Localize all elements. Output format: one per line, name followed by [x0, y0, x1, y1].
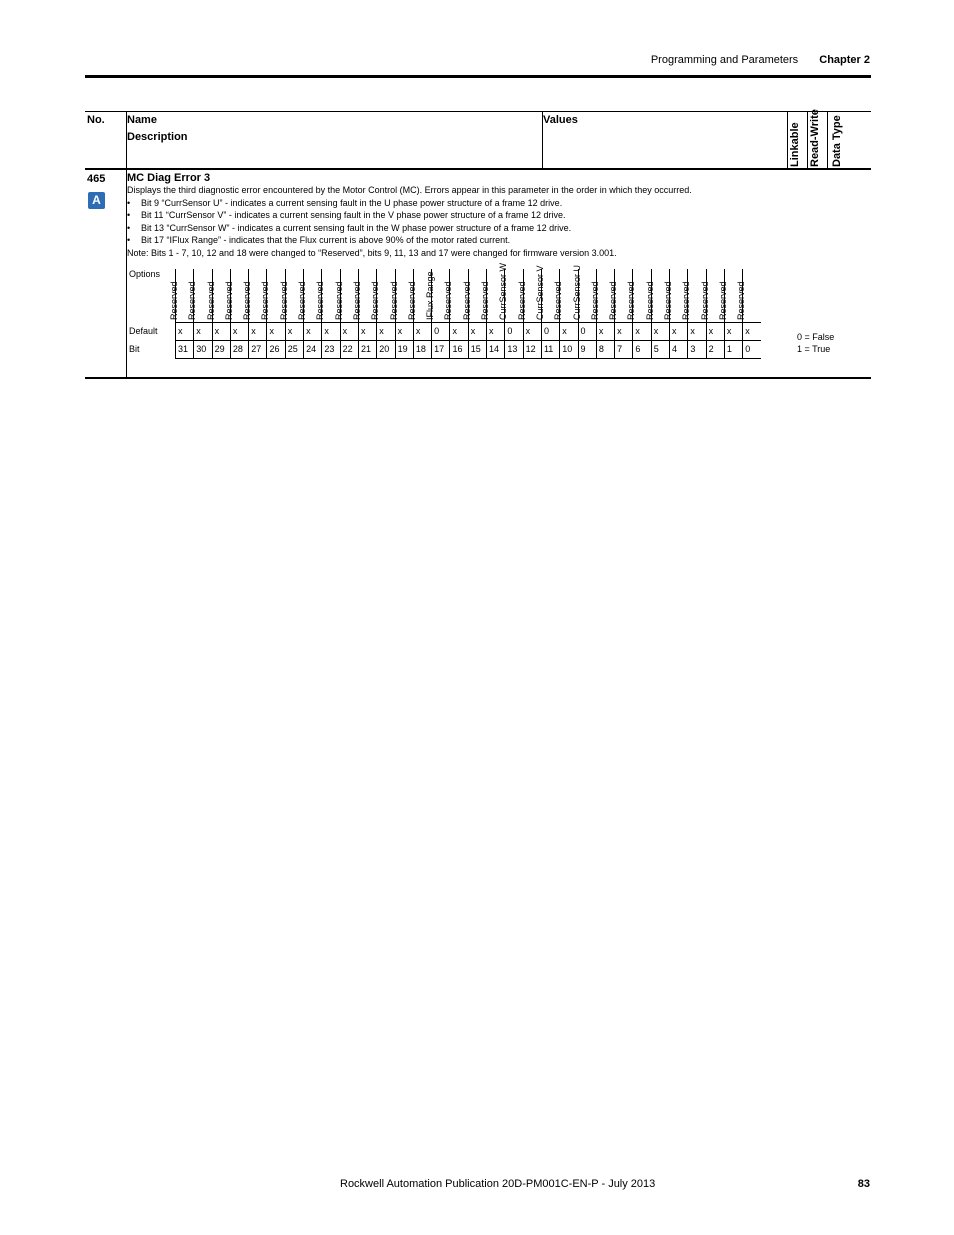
param-description-block: [127, 172, 827, 259]
table-bottom-rule: [85, 377, 871, 379]
bit-default-cell: x: [395, 323, 413, 341]
bit-option-label: Reserved: [169, 281, 179, 320]
bit-number-cell: 6: [633, 341, 651, 359]
bit-option-label: Reserved: [388, 281, 399, 320]
bit-default-cell: 0: [578, 323, 596, 341]
bit-number-cell: 18: [413, 341, 431, 359]
col-desc-header: Description: [127, 131, 188, 143]
access-level-badge: A: [88, 192, 105, 209]
bit-default-cell: x: [596, 323, 614, 341]
bit-number-cell: 21: [358, 341, 376, 359]
legend-true: 1 = True: [797, 344, 831, 354]
options-label: Options: [129, 269, 161, 279]
bit-number-cell: 30: [194, 341, 212, 359]
bit-default-cell: x: [249, 323, 267, 341]
bit-number-cell: 15: [468, 341, 486, 359]
bit-number-cell: 14: [487, 341, 505, 359]
bit-default-cell: x: [230, 323, 248, 341]
bit-option-label: Reserved: [589, 281, 600, 320]
col-divider-datatype: [827, 111, 828, 169]
bit-option-label: Reserved: [516, 281, 527, 320]
param-note: Note: Bits 1 - 7, 10, 12 and 18 were changed to “Reserved”, bits 9, 11, 13 and 17 were changed for firmware version 3.001.: [127, 247, 617, 258]
bit-number-cell: 22: [340, 341, 358, 359]
bit-option-label: Reserved: [205, 281, 216, 320]
bit-default-cell: x: [267, 323, 285, 341]
bit-default-cell: x: [523, 323, 541, 341]
bit-number-cell: 25: [285, 341, 303, 359]
bit-default-cell: x: [688, 323, 706, 341]
bit-option-label: IFlux Range: [425, 271, 436, 320]
legend-false: 0 = False: [797, 332, 835, 342]
bit-number-cell: 1: [724, 341, 742, 359]
table-header-rule: [85, 168, 871, 170]
bit-default-cell: x: [377, 323, 395, 341]
bullet-item: • Bit 13 “CurrSensor W” - indicates a current sensing fault in the W phase power structure of a frame 12 drive.: [127, 222, 827, 235]
section-title: Programming and Parameters: [650, 54, 799, 66]
chapter-label: Chapter 2: [819, 54, 870, 66]
col-readwrite-header: Read-Write: [809, 109, 821, 167]
header-rule: [85, 75, 871, 78]
bit-number-cell: 9: [578, 341, 596, 359]
bit-options-table: [126, 262, 761, 359]
bit-default-cell: x: [724, 323, 742, 341]
bit-option-cell: [736, 269, 761, 323]
bullet-item: • Bit 9 “CurrSensor U” - indicates a current sensing fault in the U phase power structure of a frame 12 drive.: [127, 197, 827, 210]
bit-default-cell: 0: [505, 323, 523, 341]
bit-option-label: Reserved: [480, 281, 491, 320]
bit-number-cell: 29: [212, 341, 230, 359]
bit-option-label: Reserved: [626, 281, 637, 320]
bit-default-cell: x: [304, 323, 322, 341]
bit-option-label: Reserved: [699, 281, 710, 320]
bit-number-cell: 24: [304, 341, 322, 359]
bit-number-cell: 4: [670, 341, 688, 359]
bit-option-label: CurrSensor U: [571, 264, 582, 320]
bit-number-cell: 10: [560, 341, 578, 359]
bit-default-cell: x: [651, 323, 669, 341]
bit-number-cell: 13: [505, 341, 523, 359]
bit-number-cell: 23: [322, 341, 340, 359]
bit-option-label: Reserved: [443, 281, 454, 320]
bit-default-cell: x: [285, 323, 303, 341]
param-name: MC Diag Error 3: [127, 172, 211, 184]
col-linkable-header: Linkable: [789, 122, 801, 167]
col-no-header: No.: [87, 114, 105, 126]
bit-option-label: Reserved: [717, 281, 728, 320]
bit-option-label: Reserved: [736, 281, 747, 320]
bit-option-label: Reserved: [608, 281, 619, 320]
bit-number-cell: 12: [523, 341, 541, 359]
bit-default-cell: x: [358, 323, 376, 341]
bit-number-cell: 2: [706, 341, 724, 359]
param-description: Displays the third diagnostic error encountered by the Motor Control (MC). Errors appear in this parameter in the order in which they occurred.: [127, 185, 692, 195]
publication-footer: Rockwell Automation Publication 20D-PM001C-EN-P - July 2013: [340, 1178, 656, 1190]
bit-number-cell: 27: [249, 341, 267, 359]
bit-default-cell: x: [670, 323, 688, 341]
bit-default-cell: x: [560, 323, 578, 341]
bit-default-cell: x: [633, 323, 651, 341]
bit-default-cell: x: [450, 323, 468, 341]
bit-default-cell: x: [194, 323, 212, 341]
bit-number-cell: 3: [688, 341, 706, 359]
bit-number-cell: 26: [267, 341, 285, 359]
bit-default-cell: x: [413, 323, 431, 341]
bit-number-cell: 19: [395, 341, 413, 359]
table-top-rule: [85, 111, 871, 112]
bit-number-cell: 5: [651, 341, 669, 359]
bit-default-cell: x: [487, 323, 505, 341]
param-number: 465: [87, 173, 106, 185]
bit-option-label: Reserved: [370, 281, 381, 320]
bit-option-label: Reserved: [278, 281, 289, 320]
bit-number-cell: 7: [615, 341, 633, 359]
bit-option-label: Reserved: [260, 281, 271, 320]
bit-option-label: CurrSensor V: [534, 265, 545, 320]
col-divider-linkable: [787, 111, 788, 169]
bit-option-label: Reserved: [242, 281, 253, 320]
bit-number-cell: 11: [541, 341, 559, 359]
bit-default-cell: 0: [432, 323, 450, 341]
bullet-item: • Bit 11 “CurrSensor V” - indicates a current sensing fault in the V phase power structure of a frame 12 drive.: [127, 209, 827, 222]
bit-default-cell: 0: [541, 323, 559, 341]
bit-default-cell: x: [743, 323, 761, 341]
bit-number-cell: 17: [432, 341, 450, 359]
bit-option-label: CurrSensor W: [498, 262, 509, 320]
bit-number-cell: 8: [596, 341, 614, 359]
bit-option-label: Reserved: [663, 281, 674, 320]
bit-option-label: Reserved: [406, 281, 417, 320]
page-header: [651, 54, 870, 66]
bit-option-label: Reserved: [351, 281, 362, 320]
bit-option-label: Reserved: [644, 281, 655, 320]
bit-option-label: Reserved: [333, 281, 344, 320]
bit-option-label: Reserved: [461, 281, 472, 320]
col-values-header: Values: [543, 114, 578, 126]
bit-default-cell: x: [176, 323, 194, 341]
bit-option-label: Reserved: [315, 281, 326, 320]
page-number: 83: [857, 1178, 870, 1190]
bit-default-cell: x: [468, 323, 486, 341]
bit-number-cell: 16: [450, 341, 468, 359]
bit-option-label: Reserved: [681, 281, 692, 320]
bit-option-label: Reserved: [553, 281, 564, 320]
bit-default-cell: x: [340, 323, 358, 341]
col-divider-readwrite: [807, 111, 808, 169]
bit-default-cell: x: [322, 323, 340, 341]
bit-option-label: Reserved: [187, 281, 198, 320]
bit-number-cell: 20: [377, 341, 395, 359]
bit-label: Bit: [129, 343, 140, 354]
bit-option-label: Reserved: [223, 281, 234, 320]
col-datatype-header: Data Type: [831, 115, 843, 167]
bit-default-cell: x: [615, 323, 633, 341]
bit-number-cell: 0: [743, 341, 761, 359]
bit-number-cell: 28: [230, 341, 248, 359]
bit-legend: [797, 331, 834, 355]
bit-number-cell: 31: [176, 341, 194, 359]
bit-default-cell: x: [706, 323, 724, 341]
col-name-header: Name: [127, 114, 157, 126]
bullet-item: • Bit 17 “IFlux Range” - indicates that the Flux current is above 90% of the motor rated current.: [127, 234, 827, 247]
bit-option-label: Reserved: [297, 281, 308, 320]
bit-default-cell: x: [212, 323, 230, 341]
default-label: Default: [129, 325, 158, 336]
